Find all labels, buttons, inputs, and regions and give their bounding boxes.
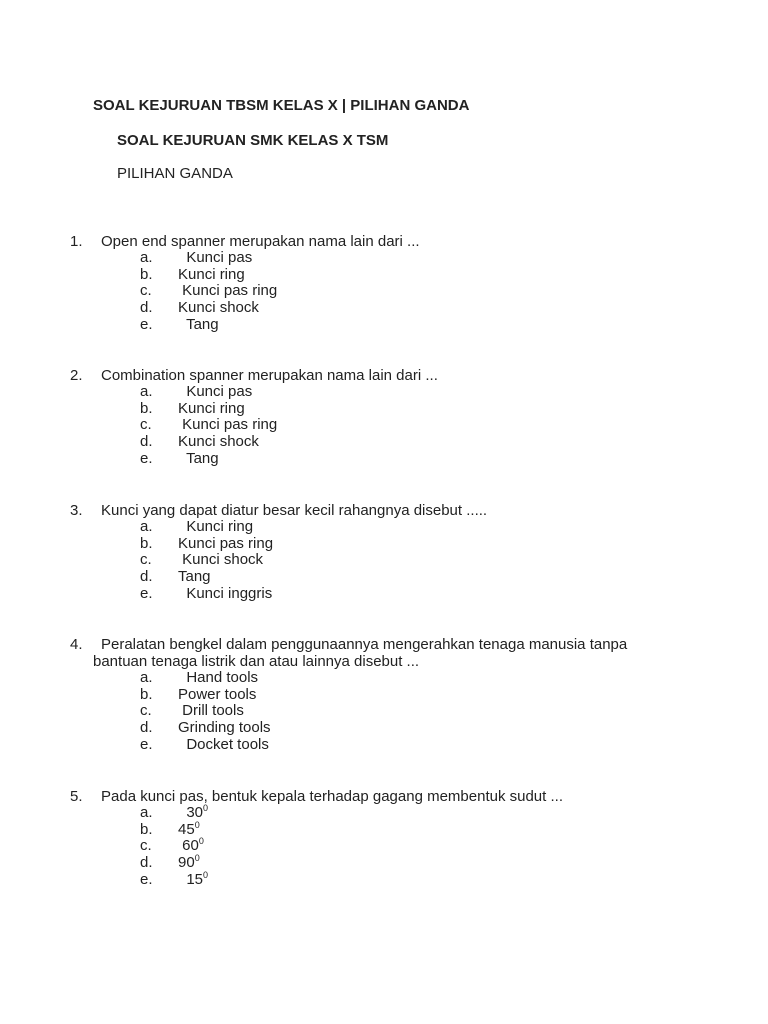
document-title: SOAL KEJURUAN TBSM KELAS X | PILIHAN GANDA — [93, 97, 470, 114]
option-d: d. Tang — [140, 568, 211, 586]
question-2 — [70, 367, 710, 467]
option-e: e. Docket tools — [140, 735, 269, 753]
question-5 — [70, 788, 710, 888]
option-list — [140, 384, 710, 467]
option-b: b. Kunci ring — [140, 399, 245, 417]
option-a: a. Kunci pas — [140, 249, 253, 266]
option-b: b. Power tools — [140, 685, 257, 703]
option-c: c. Kunci pas ring — [140, 416, 278, 434]
question-number: 1. — [70, 233, 83, 250]
question-4 — [70, 636, 710, 753]
option-e: e. Tang — [140, 449, 219, 467]
question-text-continuation: bantuan tenaga listrik dan atau lainnya disebut ... — [93, 653, 420, 670]
option-e: e. $15^0$ — [140, 869, 209, 888]
option-b: b. $45^0$ — [140, 819, 200, 838]
option-c: c. Kunci pas ring — [140, 282, 278, 300]
question-number: 2. — [70, 367, 83, 384]
option-a: a. Kunci ring — [140, 518, 254, 535]
question-text: Pada kunci pas, bentuk kepala terhadap gagang membentuk sudut ... — [101, 788, 563, 805]
option-d: d. Grinding tools — [140, 719, 271, 737]
question-number: 5. — [70, 788, 83, 805]
option-list — [140, 670, 710, 753]
option-d: d. $90^0$ — [140, 853, 200, 872]
option-b: b. Kunci ring — [140, 265, 245, 283]
question-text: Open end spanner merupakan nama lain dari ... — [101, 233, 420, 250]
question-text: Combination spanner merupakan nama lain dari ... — [101, 367, 438, 384]
option-a: a. Kunci pas — [140, 383, 253, 400]
question-number: 3. — [70, 502, 83, 519]
question-1 — [70, 233, 710, 333]
option-list — [140, 519, 710, 602]
option-c: c. Kunci shock — [140, 551, 264, 569]
option-list — [140, 805, 710, 888]
question-text: Kunci yang dapat diatur besar kecil rahangnya disebut ..... — [101, 502, 488, 519]
option-e: e. Tang — [140, 315, 219, 333]
option-list — [140, 250, 710, 333]
document-subtitle: SOAL KEJURUAN SMK KELAS X TSM — [117, 132, 389, 149]
question-text: Peralatan bengkel dalam penggunaannya mengerahkan tenaga manusia tanpa — [101, 636, 628, 653]
option-a: a. Hand tools — [140, 669, 259, 686]
section-heading: PILIHAN GANDA — [117, 165, 233, 182]
option-d: d. Kunci shock — [140, 299, 259, 317]
question-number: 4. — [70, 636, 83, 653]
option-b: b. Kunci pas ring — [140, 534, 274, 552]
option-d: d. Kunci shock — [140, 433, 259, 451]
option-a: a. $30^0$ — [140, 803, 209, 821]
option-e: e. Kunci inggris — [140, 584, 273, 602]
option-c: c. $60^0$ — [140, 836, 204, 855]
option-c: c. Drill tools — [140, 702, 244, 720]
question-3 — [70, 502, 710, 602]
